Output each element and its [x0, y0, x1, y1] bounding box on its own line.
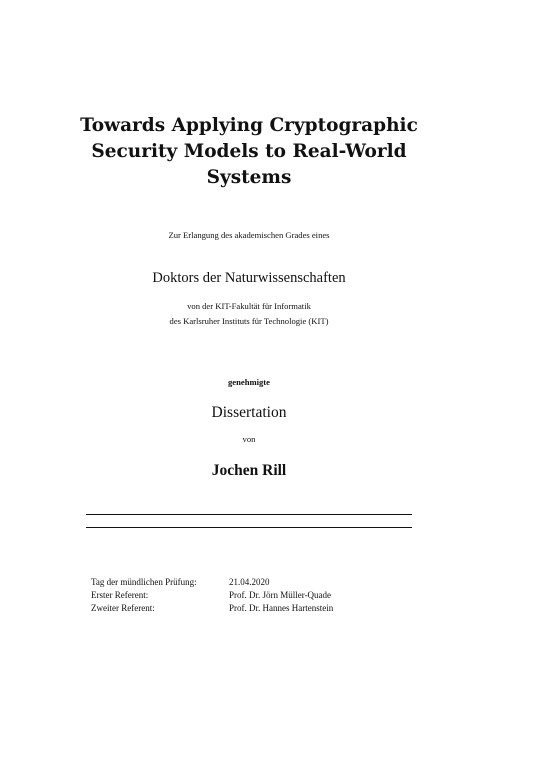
detail-value: Prof. Dr. Hannes Hartenstein: [229, 603, 334, 613]
detail-label: Tag der mündlichen Prüfung:: [91, 577, 197, 587]
faculty-line: des Karlsruher Instituts für Technologie (KIT): [169, 316, 329, 326]
degree-purpose: Zur Erlangung des akademischen Grades eines: [168, 230, 330, 240]
by-label: von: [242, 434, 256, 444]
detail-label: Zweiter Referent:: [91, 603, 155, 613]
faculty-info: [0, 299, 498, 329]
approved-label: genehmigte: [227, 377, 270, 387]
title-line: Systems: [206, 167, 292, 188]
title-line: Towards Applying Cryptographic: [80, 115, 418, 136]
detail-value: 21.04.2020: [229, 577, 270, 587]
horizontal-rule: [86, 527, 412, 528]
title-line: Security Models to Real-World: [91, 141, 407, 162]
detail-row: [91, 602, 333, 615]
detail-label: Erster Referent:: [91, 590, 149, 600]
faculty-line: von der KIT-Fakultät für Informatik: [187, 301, 311, 311]
detail-value: Prof. Dr. Jörn Müller-Quade: [229, 590, 332, 600]
author-name: Jochen Rill: [211, 462, 287, 479]
exam-details: [91, 576, 333, 615]
thesis-title: [0, 113, 498, 191]
detail-row: [91, 589, 333, 602]
detail-row: [91, 576, 333, 589]
document-type: Dissertation: [211, 404, 287, 421]
horizontal-rule: [86, 514, 412, 515]
degree-name: Doktors der Naturwissenschaften: [152, 270, 346, 286]
